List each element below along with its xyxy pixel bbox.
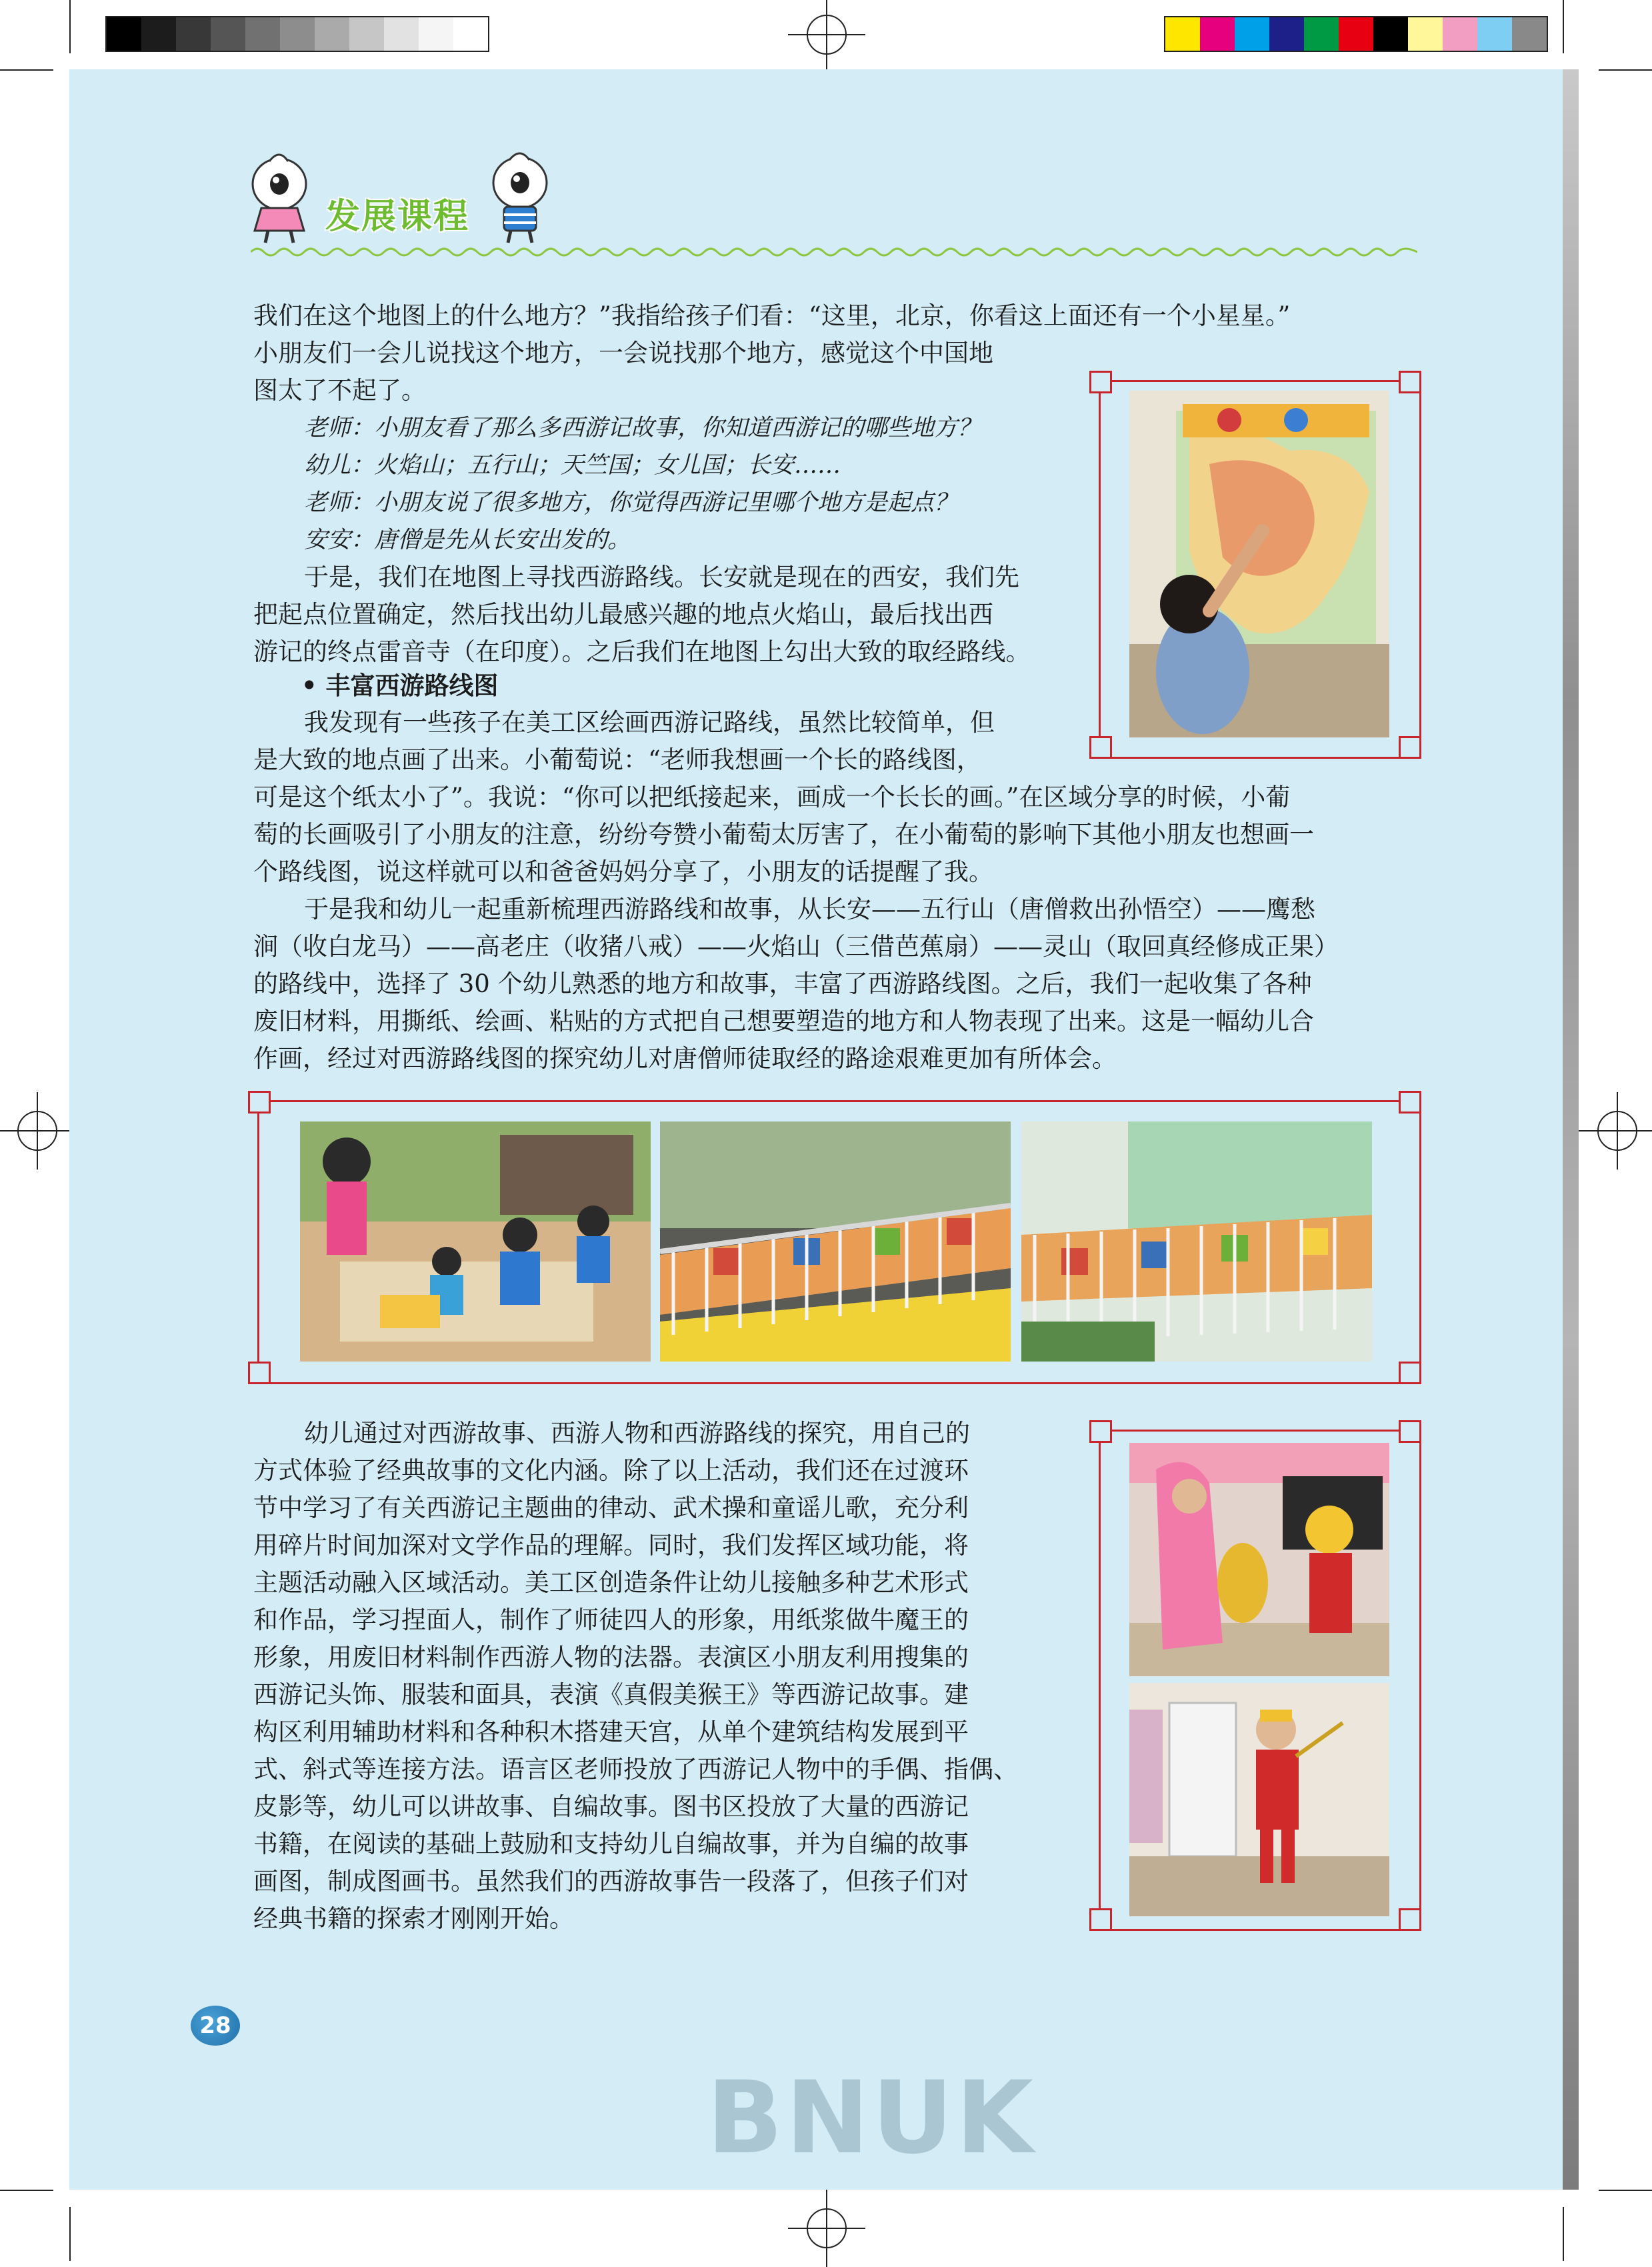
body-line: 于是我和幼儿一起重新梳理西游路线和故事，从长安——五行山（唐僧救出孙悟空）——鹰愁 bbox=[304, 895, 1315, 923]
dialogue-line: 老师：小朋友说了很多地方，你觉得西游记里哪个地方是起点？ bbox=[304, 489, 958, 516]
color-swatch bbox=[1408, 17, 1443, 51]
body-line: 方式体验了经典故事的文化内涵。除了以上活动，我们还在过渡环 bbox=[253, 1456, 969, 1485]
gray-swatch bbox=[280, 17, 315, 51]
page-number: 28 bbox=[191, 2006, 240, 2046]
crop-mark bbox=[69, 0, 71, 53]
body-line: 构区利用辅助材料和各种积木搭建天宫，从单个建筑结构发展到平 bbox=[253, 1718, 969, 1746]
body-line: 小朋友们一会儿说找这个地方，一会说找那个地方，感觉这个中国地 bbox=[253, 339, 993, 367]
color-swatch bbox=[1235, 17, 1269, 51]
frame-corner bbox=[1089, 371, 1112, 393]
frame-corner bbox=[1399, 736, 1421, 759]
body-line: 作画，经过对西游路线图的探究幼儿对唐僧师徒取经的路途艰难更加有所体会。 bbox=[253, 1044, 1117, 1073]
header-divider bbox=[251, 244, 1417, 260]
body-line: 西游记头饰、服装和面具，表演《真假美猴王》等西游记故事。建 bbox=[253, 1680, 969, 1709]
gray-swatch bbox=[349, 17, 384, 51]
body-line: 经典书籍的探索才刚刚开始。 bbox=[253, 1904, 574, 1933]
gray-swatch bbox=[107, 17, 141, 51]
dialogue-line: 安安：唐僧是先从长安出发的。 bbox=[304, 527, 631, 553]
frame-corner bbox=[1089, 1420, 1112, 1443]
crop-mark bbox=[0, 2190, 53, 2191]
body-line: 式、斜式等连接方法。语言区老师投放了西游记人物中的手偶、指偶、 bbox=[253, 1755, 1018, 1784]
body-line: 节中学习了有关西游记主题曲的律动、武术操和童谣儿歌，充分利 bbox=[253, 1494, 969, 1522]
body-line: 形象，用废旧材料制作西游人物的法器。表演区小朋友利用搜集的 bbox=[253, 1643, 969, 1672]
body-line: 萄的长画吸引了小朋友的注意，纷纷夸赞小葡萄太厉害了，在小葡萄的影响下其他小朋友也想画一 bbox=[253, 820, 1314, 849]
body-line: 皮影等，幼儿可以讲故事、自编故事。图书区投放了大量的西游记 bbox=[253, 1792, 969, 1821]
body-line: 于是，我们在地图上寻找西游路线。长安就是现在的西安，我们先 bbox=[304, 563, 1019, 591]
body-line: 的路线中，选择了 30 个幼儿熟悉的地方和故事，丰富了西游路线图。之后，我们一起收集了各种 bbox=[253, 969, 1312, 998]
mascot-girl-icon bbox=[243, 152, 316, 245]
photo-monkey-king-costume bbox=[1129, 1683, 1389, 1916]
photo-children-drawing bbox=[300, 1121, 651, 1362]
crop-mark bbox=[1599, 69, 1652, 71]
gray-swatch bbox=[453, 17, 488, 51]
subheading: • 丰富西游路线图 bbox=[301, 671, 499, 700]
body-line: 画图，制成图画书。虽然我们的西游故事告一段落了，但孩子们对 bbox=[253, 1867, 969, 1896]
body-line: 游记的终点雷音寺（在印度）。之后我们在地图上勾出大致的取经路线。 bbox=[253, 637, 1031, 666]
crop-mark bbox=[69, 2207, 71, 2261]
registration-mark bbox=[17, 1111, 57, 1151]
page-edge-strip bbox=[1563, 69, 1579, 2190]
body-line: 我们在这个地图上的什么地方？”我指给孩子们看：“这里，北京，你看这上面还有一个小星星。” bbox=[253, 301, 1291, 330]
body-line: 把起点位置确定，然后找出幼儿最感兴趣的地点火焰山，最后找出西 bbox=[253, 600, 993, 629]
frame-corner bbox=[248, 1091, 271, 1113]
gray-swatch bbox=[211, 17, 245, 51]
body-line: 我发现有一些孩子在美工区绘画西游记路线，虽然比较简单，但 bbox=[304, 708, 995, 737]
color-swatch bbox=[1443, 17, 1477, 51]
color-swatch bbox=[1269, 17, 1304, 51]
color-calibration-bar bbox=[1164, 16, 1548, 52]
body-line: 涧（收白龙马）——高老庄（收猪八戒）——火焰山（三借芭蕉扇）——灵山（取回真经修成正果） bbox=[253, 932, 1339, 961]
body-line: 图太了不起了。 bbox=[253, 376, 426, 405]
crop-mark bbox=[1563, 2207, 1564, 2261]
body-line: 是大致的地点画了出来。小葡萄说：“老师我想画一个长的路线图， bbox=[253, 745, 981, 774]
dialogue-line: 老师：小朋友看了那么多西游记故事，你知道西游记的哪些地方？ bbox=[304, 415, 981, 441]
color-swatch bbox=[1373, 17, 1408, 51]
photo-child-pointing-at-map bbox=[1129, 391, 1389, 737]
frame-corner bbox=[1399, 1908, 1421, 1931]
photo-route-mural-railing-1 bbox=[660, 1121, 1011, 1362]
photo-route-mural-railing-2 bbox=[1021, 1121, 1372, 1362]
crop-mark bbox=[1599, 2190, 1652, 2191]
body-line: 书籍，在阅读的基础上鼓励和支持幼儿自编故事，并为自编的故事 bbox=[253, 1830, 969, 1858]
gray-swatch bbox=[419, 17, 453, 51]
color-swatch bbox=[1477, 17, 1512, 51]
watermark-logo: BNUK bbox=[707, 2060, 1036, 2176]
frame-corner bbox=[1399, 1091, 1421, 1113]
color-swatch bbox=[1339, 17, 1373, 51]
body-line: 可是这个纸太小了”。我说：“你可以把纸接起来，画成一个长长的画。”在区域分享的时候，小葡 bbox=[253, 783, 1291, 811]
gray-swatch bbox=[141, 17, 176, 51]
gray-swatch bbox=[176, 17, 211, 51]
frame-corner bbox=[1399, 371, 1421, 393]
crop-mark bbox=[0, 69, 53, 71]
body-line: 主题活动融入区域活动。美工区创造条件让幼儿接触多种艺术形式 bbox=[253, 1568, 969, 1597]
grayscale-calibration-bar bbox=[105, 16, 489, 52]
body-line: 和作品，学习捏面人，制作了师徒四人的形象，用纸浆做牛魔王的 bbox=[253, 1606, 969, 1634]
frame-corner bbox=[248, 1362, 271, 1384]
section-title: 发展课程 bbox=[325, 197, 470, 237]
color-swatch bbox=[1200, 17, 1235, 51]
frame-corner bbox=[1399, 1420, 1421, 1443]
photo-children-in-costume bbox=[1129, 1443, 1389, 1676]
frame-corner bbox=[1399, 1362, 1421, 1384]
gray-swatch bbox=[315, 17, 349, 51]
dialogue-line: 幼儿：火焰山；五行山；天竺国；女儿国；长安…… bbox=[304, 452, 841, 479]
body-line: 个路线图，说这样就可以和爸爸妈妈分享了，小朋友的话提醒了我。 bbox=[253, 857, 993, 886]
registration-mark bbox=[807, 2208, 847, 2248]
color-swatch bbox=[1304, 17, 1339, 51]
color-swatch bbox=[1512, 17, 1547, 51]
registration-mark bbox=[1597, 1111, 1637, 1151]
body-line: 废旧材料，用撕纸、绘画、粘贴的方式把自己想要塑造的地方和人物表现了出来。这是一幅幼儿合 bbox=[253, 1007, 1314, 1035]
body-line: 幼儿通过对西游故事、西游人物和西游路线的探究，用自己的 bbox=[304, 1419, 970, 1448]
frame-corner bbox=[1089, 736, 1112, 759]
color-swatch bbox=[1165, 17, 1200, 51]
crop-mark bbox=[1563, 0, 1564, 53]
frame-corner bbox=[1089, 1908, 1112, 1931]
gray-swatch bbox=[384, 17, 419, 51]
mascot-boy-icon bbox=[480, 152, 560, 245]
body-line: 用碎片时间加深对文学作品的理解。同时，我们发挥区域功能，将 bbox=[253, 1531, 969, 1560]
registration-mark bbox=[807, 15, 847, 55]
gray-swatch bbox=[245, 17, 280, 51]
